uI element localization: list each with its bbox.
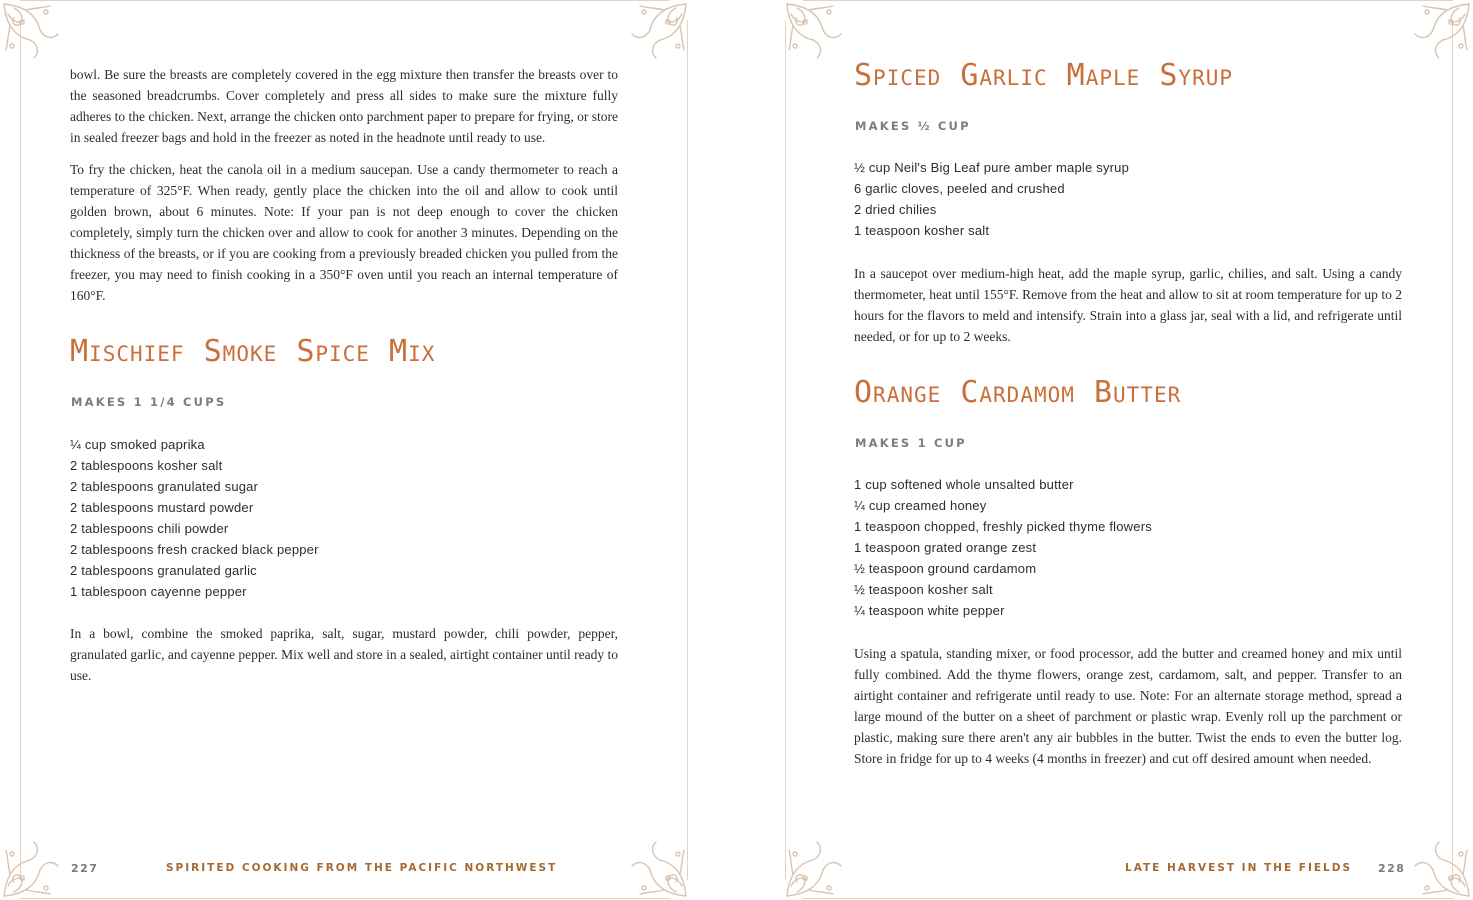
page-border-left (20, 20, 21, 880)
page-border-right (687, 20, 688, 880)
corner-flourish-icon (1399, 826, 1473, 900)
ingredient-item: 6 garlic cloves, peeled and crushed (854, 181, 1065, 196)
recipe-method: In a bowl, combine the smoked paprika, salt, sugar, mustard powder, chili powder, pepper, granulated garlic, and cayenne pepper. Mix well and store in a sealed, airtight container until ready to use. (70, 626, 618, 683)
corner-flourish-icon (783, 0, 857, 74)
left-page (0, 0, 690, 900)
page-border-right (1452, 20, 1453, 880)
corner-flourish-icon (1399, 0, 1473, 74)
page-number: 228 (1378, 862, 1406, 875)
method-paragraph: bowl. Be sure the breasts are completely covered in the egg mixture then transfer the breasts over to the seasoned breadcrumbs. Cover completely and press all sides to make sure the mixture fully adheres to the chicken. Next, arrange the chicken onto parchment paper to prepare for frying, or store in sealed freezer bags and hold in the freezer as noted in the headnote until ready to use. (70, 67, 618, 145)
ingredient-item: 2 tablespoons mustard powder (70, 500, 254, 515)
continued-method (70, 64, 618, 317)
ingredient-item: 2 tablespoons granulated garlic (70, 563, 257, 578)
ingredient-list (70, 434, 319, 602)
corner-flourish-icon (783, 826, 857, 900)
recipe-title: Mischief Smoke Spice Mix (70, 334, 436, 369)
ingredient-item: 1 cup softened whole unsalted butter (854, 477, 1074, 492)
corner-flourish-icon (0, 0, 74, 74)
recipe-method: Using a spatula, standing mixer, or food processor, add the butter and creamed honey and mix until fully combined. Add the thyme flowers, orange zest, cardamom, salt, and pepper. Transfer to an airtight container and refrigerate until ready to use. Note: For an alternate storage method, spread a large mound of the butter on a sheet of parchment or plastic wrap. Evenly roll up the parchment or plastic, making sure there aren't any air bubbles in the butter. Twist the ends to even the butter log. Store in fridge for up to 4 weeks (4 months in freezer) and cut off desired amount when needed. (854, 646, 1402, 766)
recipe-title: Orange Cardamom Butter (854, 375, 1182, 410)
recipe-yield: MAKES ½ CUP (855, 119, 971, 133)
page-border-bottom (803, 898, 1453, 899)
ingredient-item: 1 teaspoon chopped, freshly picked thyme flowers (854, 519, 1152, 534)
running-title: SPIRITED COOKING FROM THE PACIFIC NORTHWEST (166, 862, 558, 874)
ingredient-item: 2 dried chilies (854, 202, 937, 217)
corner-flourish-icon (0, 826, 74, 900)
ingredient-item: ½ teaspoon kosher salt (854, 582, 993, 597)
page-number: 227 (71, 862, 99, 875)
ingredient-item: 2 tablespoons granulated sugar (70, 479, 259, 494)
recipe-yield: MAKES 1 CUP (855, 436, 967, 450)
ingredient-list (854, 157, 1129, 241)
corner-flourish-icon (616, 0, 690, 74)
ingredient-item: 2 tablespoons chili powder (70, 521, 229, 536)
right-page (783, 0, 1473, 900)
corner-flourish-icon (616, 826, 690, 900)
ingredient-item: 2 tablespoons fresh cracked black pepper (70, 542, 319, 557)
ingredient-item: ¼ cup creamed honey (854, 498, 987, 513)
spread-gutter (690, 0, 783, 900)
page-border-top (803, 0, 1453, 1)
recipe-title: Spiced Garlic Maple Syrup (854, 58, 1234, 93)
page-border-left (785, 20, 786, 880)
ingredient-item: 2 tablespoons kosher salt (70, 458, 223, 473)
ingredient-item: ½ cup Neil's Big Leaf pure amber maple syrup (854, 160, 1130, 175)
recipe-method: In a saucepot over medium-high heat, add the maple syrup, garlic, chilies, and salt. Using a candy thermometer, heat until 155°F. Remove from the heat and allow to sit at room temperature for up to 2 hours for the flavors to meld and intensify. Strain into a glass jar, seal with a lid, and refrigerate until needed, or for up to 2 weeks. (854, 266, 1402, 344)
ingredient-item: 1 tablespoon cayenne pepper (70, 584, 247, 599)
ingredient-item: ¼ teaspoon white pepper (854, 603, 1005, 618)
ingredient-item: ½ teaspoon ground cardamom (854, 561, 1037, 576)
method-paragraph: To fry the chicken, heat the canola oil in a medium saucepan. Use a candy thermometer to reach a temperature of 325°F. When ready, gently place the chicken into the oil and allow to cook until golden brown, about 6 minutes. Note: If your pan is not deep enough to cover the chicken completely, simply turn the chicken over and allow to cook for another 3 minutes. Depending on the thickness of the breasts, or if you are cooking from a previously breaded chicken you pulled from the freezer, you may need to finish cooking in a 350°F oven until you reach an internal temperature of 160°F. (70, 162, 618, 303)
ingredient-list (854, 474, 1152, 621)
page-border-top (20, 0, 670, 1)
ingredient-item: 1 teaspoon grated orange zest (854, 540, 1037, 555)
page-border-bottom (20, 898, 670, 899)
recipe-yield: MAKES 1 1/4 CUPS (71, 395, 227, 409)
ingredient-item: ¼ cup smoked paprika (70, 437, 205, 452)
running-title: LATE HARVEST IN THE FIELDS (1125, 862, 1353, 874)
ingredient-item: 1 teaspoon kosher salt (854, 223, 990, 238)
